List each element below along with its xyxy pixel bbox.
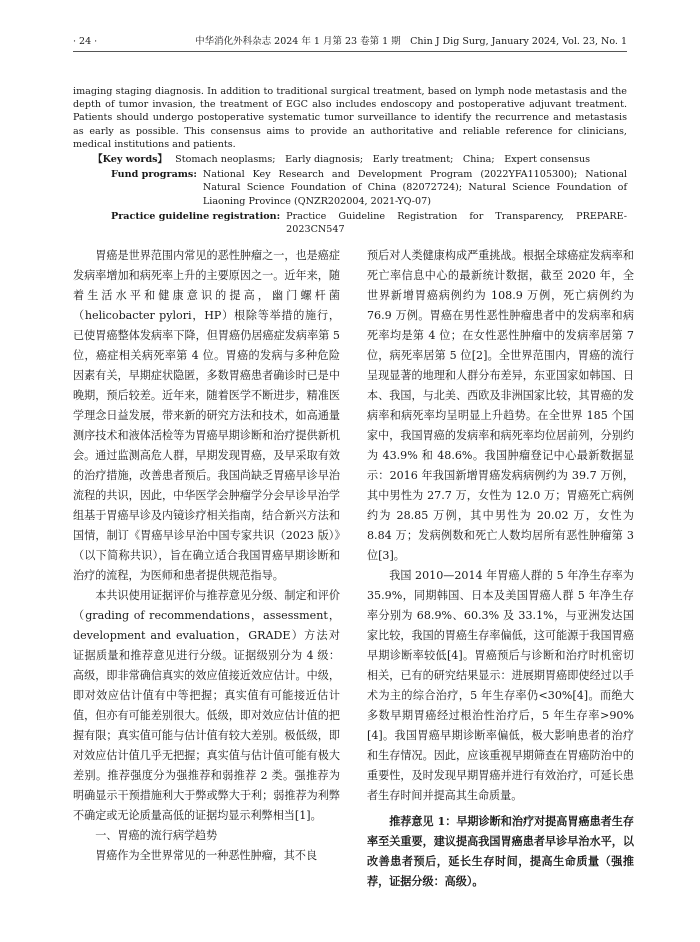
body-paragraph: 胃癌是世界范围内常见的恶性肿瘤之一，也是癌症发病率增加和病死率上升的主要原因之一。近年来，随着生活水平和健康意识的提高，幽门螺杆菌（helicobacter pylori，HP）根除等举措的施行，已使胃癌整体发病率下降，但胃癌仍居癌症发病率第 5 位，癌症相关病死率第 4 位。胃癌的发病与多种危险因素有关，早期症状隐匿，多数胃癌患者确诊时已是中晚期，预后较差。近年来，随着医学不断进步，精准医学理念日益发展，带来新的研究方法和技术，如高通量测序技术和液体活检等为胃癌早期诊断和治疗提供新机会。通过监测高危人群，早期发现胃癌，及早采取有效的治疗措施，改善患者预后。我国尚缺乏胃癌早诊早治流程的共识，因此，中华医学会肿瘤学分会早诊早治学组基于胃癌早诊及内镜诊疗相关指南，结合新兴方法和国情，制订《胃癌早诊早治中国专家共识（2023 版）》（以下简称共识），旨在确立适合我国胃癌早期诊断和治疗的流程，为医师和患者提供规范指导。 (73, 249, 340, 582)
keywords-value: Stomach neoplasms; Early diagnosis; Early treatment; China; Expert consensus (175, 154, 591, 166)
body-paragraph: 本共识使用证据评价与推荐意见分级、制定和评价（grading of recommendations，assessment，development and evaluation，GRADE）方法对证据质量和推荐意见进行分级。证据级别分为 4 级：高级，即非常确信真实的效应值接近效应估计。中级，即对效应估计值有中等把握；真实值有可能接近估计值，但亦有可能差别很大。低级，即对效应估计值的把握有限；真实值可能与估计值有较大差别。极低级，即对效应估计值几乎无把握；真实值与估计值可能有极大差别。推荐强度分为强推荐和弱推荐 2 类。强推荐为明确显示干预措施利大于弊或弊大于利；弱推荐为利弊不确定或无论质量高低的证据均显示利弊相当[1]。 (73, 589, 340, 822)
practice-row (73, 210, 627, 236)
practice-value: Practice Guideline Registration for Transparency, PREPARE-2023CN547 (286, 210, 627, 236)
practice-label: Practice guideline registration: (111, 210, 281, 222)
body-paragraph: 预后对人类健康构成严重挑战。根据全球癌症发病率和死亡率信息中心的最新统计数据，截至 2020 年，全世界新增胃癌病例约为 108.9 万例，死亡病例约为 76.9 万例。胃癌在男性恶性肿瘤患者中的发病率和病死率均是第 4 位；在女性恶性肿瘤中的发病率居第 7 位，病死率居第 5 位[2]。全世界范围内，胃癌的流行呈现显著的地理和人群分布差异，东亚国家如韩国、日本、我国，与北美、西欧及非洲国家比较，其胃癌的发病率和病死率均呈明显上升趋势。在全世界 185 个国家中，我国胃癌的发病率和病死率均位居前列，分别约为 43.9% 和 48.6%。我国肿瘤登记中心最新数据显示：2016 年我国新增胃癌发病病例约为 39.7 万例，其中男性为 27.7 万，女性为 12.0 万；胃癌死亡病例约为 28.85 万例，其中男性为 20.02 万，女性为 8.84 万；发病例数和死亡人数均居所有恶性肿瘤第 3 位[3]。 (367, 249, 634, 562)
journal-citation: 中华消化外科杂志 2024 年 1 月第 23 卷第 1 期 Chin J Dig Surg, January 2024, Vol. 23, No. 1 (195, 36, 627, 47)
running-header (73, 33, 627, 52)
fund-label: Fund programs: (111, 169, 197, 181)
body-paragraph: 胃癌作为全世界常见的一种恶性肿瘤，其不良 (95, 849, 318, 862)
section-heading: 一、胃癌的流行病学趋势 (95, 829, 218, 842)
recommendation-1: 推荐意见 1：早期诊断和治疗对提高胃癌患者生存率至关重要，建议提高我国胃癌患者早诊早治水平，以改善患者预后，延长生存时间，提高生命质量（强推荐，证据分级：高级）。 (367, 815, 634, 888)
keywords-row (73, 153, 627, 166)
right-column (367, 246, 634, 892)
fund-row (73, 168, 627, 208)
page-number: · 24 · (73, 36, 98, 47)
body-paragraph: 我国 2010—2014 年胃癌人群的 5 年净生存率为 35.9%，同期韩国、日本及美国胃癌人群 5 年净生存率分别为 68.9%、60.3% 及 33.1%，与亚洲发达国家比较，我国的胃癌生存率偏低，这可能源于我国胃癌早期诊断率较低[4]。胃癌预后与诊断和治疗时机密切相关，已有的研究结果显示：进展期胃癌即使经过以手术为主的综合治疗，5 年生存率仍<30%[4]。而绝大多数早期胃癌经过根治性治疗后，5 年生存率>90%[4]。我国胃癌早期诊断率偏低，极大影响患者的治疗和生存情况。因此，应该重视早期筛查在胃癌防治中的重要性，及时发现早期胃癌并进行有效治疗，可延长患者生存时间并提高其生命质量。 (367, 569, 634, 802)
keywords-label: 【Key words】 (93, 154, 168, 166)
abstract-text: imaging staging diagnosis. In addition to traditional surgical treatment, based on lymph node metastasis and the depth of tumor invasion, the treatment of EGC also includes endoscopy and postoperative adjuvant treatment. Patients should undergo postoperative systematic tumor surveillance to identify the recurrence and metastasis as early as possible. This consensus aims to provide an authoritative and reliable reference for clinicians, medical institutions and patients. (73, 86, 627, 150)
english-abstract (73, 85, 627, 236)
fund-value: National Key Research and Development Program (2022YFA1105300); National Natural Science Foundation of China (82072724); Natural Science Foundation of Liaoning Province (QNZR202004, 2021-YQ-07) (202, 169, 627, 207)
left-column (73, 246, 340, 866)
